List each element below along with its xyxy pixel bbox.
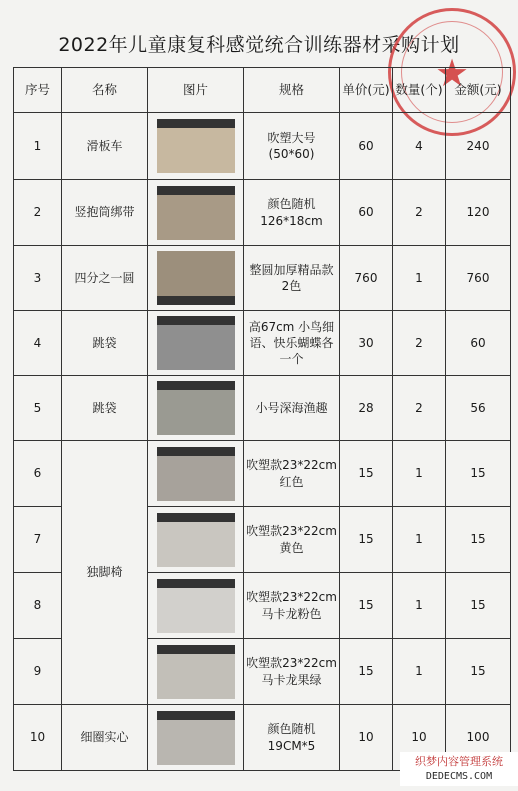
table-row <box>14 311 511 376</box>
header-name: 名称 <box>62 68 148 113</box>
cell-qty: 1 <box>393 507 446 573</box>
cell-amount: 15 <box>446 507 511 573</box>
cell-qty: 2 <box>393 311 446 376</box>
cell-image <box>148 639 244 705</box>
cell-amount: 15 <box>446 441 511 507</box>
cell-amount: 100 <box>446 705 511 771</box>
cell-image <box>148 573 244 639</box>
watermark-line1: 织梦内容管理系统 <box>415 755 503 768</box>
cell-qty: 1 <box>393 441 446 507</box>
product-photo <box>157 251 235 305</box>
cell-no: 1 <box>14 113 62 180</box>
cell-amount: 760 <box>446 246 511 311</box>
cell-image <box>148 113 244 180</box>
cell-name: 细圈实心 <box>62 705 148 771</box>
cell-price: 10 <box>340 705 393 771</box>
cell-name: 跳袋 <box>62 376 148 441</box>
header-amount: 金额(元) <box>446 68 511 113</box>
table-header-row <box>14 68 511 113</box>
cell-amount: 240 <box>446 113 511 180</box>
cell-qty: 1 <box>393 573 446 639</box>
cell-spec: 小号深海渔趣 <box>244 376 340 441</box>
cell-image <box>148 246 244 311</box>
cell-spec: 吹塑款23*22cm马卡龙粉色 <box>244 573 340 639</box>
header-no: 序号 <box>14 68 62 113</box>
cell-image <box>148 180 244 246</box>
cell-spec: 吹塑款23*22cm马卡龙果绿 <box>244 639 340 705</box>
cell-price: 15 <box>340 639 393 705</box>
cell-price: 760 <box>340 246 393 311</box>
cell-no: 4 <box>14 311 62 376</box>
cell-no: 7 <box>14 507 62 573</box>
cell-price: 60 <box>340 180 393 246</box>
cell-no: 8 <box>14 573 62 639</box>
table-row <box>14 113 511 180</box>
cell-price: 15 <box>340 573 393 639</box>
header-spec: 规格 <box>244 68 340 113</box>
watermark <box>400 752 518 786</box>
header-image: 图片 <box>148 68 244 113</box>
cell-spec: 吹塑大号(50*60) <box>244 113 340 180</box>
cell-spec: 高67cm 小鸟细语、快乐蝴蝶各一个 <box>244 311 340 376</box>
table-row <box>14 246 511 311</box>
cell-image <box>148 507 244 573</box>
cell-qty: 2 <box>393 180 446 246</box>
cell-image <box>148 376 244 441</box>
product-photo <box>157 381 235 435</box>
cell-spec: 颜色随机19CM*5 <box>244 705 340 771</box>
cell-price: 15 <box>340 441 393 507</box>
cell-image <box>148 441 244 507</box>
cell-amount: 60 <box>446 311 511 376</box>
product-photo <box>157 447 235 501</box>
product-photo <box>157 711 235 765</box>
cell-qty: 2 <box>393 376 446 441</box>
header-price: 单价(元) <box>340 68 393 113</box>
cell-qty: 1 <box>393 246 446 311</box>
procurement-table <box>13 67 511 771</box>
cell-spec: 整圆加厚精品款2色 <box>244 246 340 311</box>
cell-image <box>148 311 244 376</box>
cell-qty: 4 <box>393 113 446 180</box>
product-photo <box>157 316 235 370</box>
cell-price: 28 <box>340 376 393 441</box>
cell-qty: 1 <box>393 639 446 705</box>
cell-amount: 120 <box>446 180 511 246</box>
cell-name: 跳袋 <box>62 311 148 376</box>
cell-no: 6 <box>14 441 62 507</box>
cell-amount: 15 <box>446 639 511 705</box>
product-photo <box>157 513 235 567</box>
watermark-line2: DEDECMS.COM <box>425 771 493 782</box>
seal-star-icon: ★ <box>435 51 470 95</box>
header-qty: 数量(个) <box>393 68 446 113</box>
table-row <box>14 376 511 441</box>
product-photo <box>157 645 235 699</box>
cell-amount: 56 <box>446 376 511 441</box>
cell-price: 60 <box>340 113 393 180</box>
cell-spec: 吹塑款23*22cm红色 <box>244 441 340 507</box>
cell-name: 四分之一圆 <box>62 246 148 311</box>
cell-no: 5 <box>14 376 62 441</box>
cell-spec: 吹塑款23*22cm黄色 <box>244 507 340 573</box>
cell-no: 2 <box>14 180 62 246</box>
cell-spec: 颜色随机126*18cm <box>244 180 340 246</box>
cell-name: 滑板车 <box>62 113 148 180</box>
cell-qty: 10 <box>393 705 446 771</box>
cell-no: 10 <box>14 705 62 771</box>
cell-name: 独脚椅 <box>62 441 148 705</box>
table-row <box>14 441 511 507</box>
cell-price: 15 <box>340 507 393 573</box>
product-photo <box>157 186 235 240</box>
cell-amount: 15 <box>446 573 511 639</box>
document-title: 2022年儿童康复科感觉统合训练器材采购计划 <box>58 34 460 56</box>
table-row <box>14 180 511 246</box>
cell-image <box>148 705 244 771</box>
cell-no: 9 <box>14 639 62 705</box>
cell-name: 竖抱筒绑带 <box>62 180 148 246</box>
cell-price: 30 <box>340 311 393 376</box>
product-photo <box>157 119 235 173</box>
cell-no: 3 <box>14 246 62 311</box>
product-photo <box>157 579 235 633</box>
